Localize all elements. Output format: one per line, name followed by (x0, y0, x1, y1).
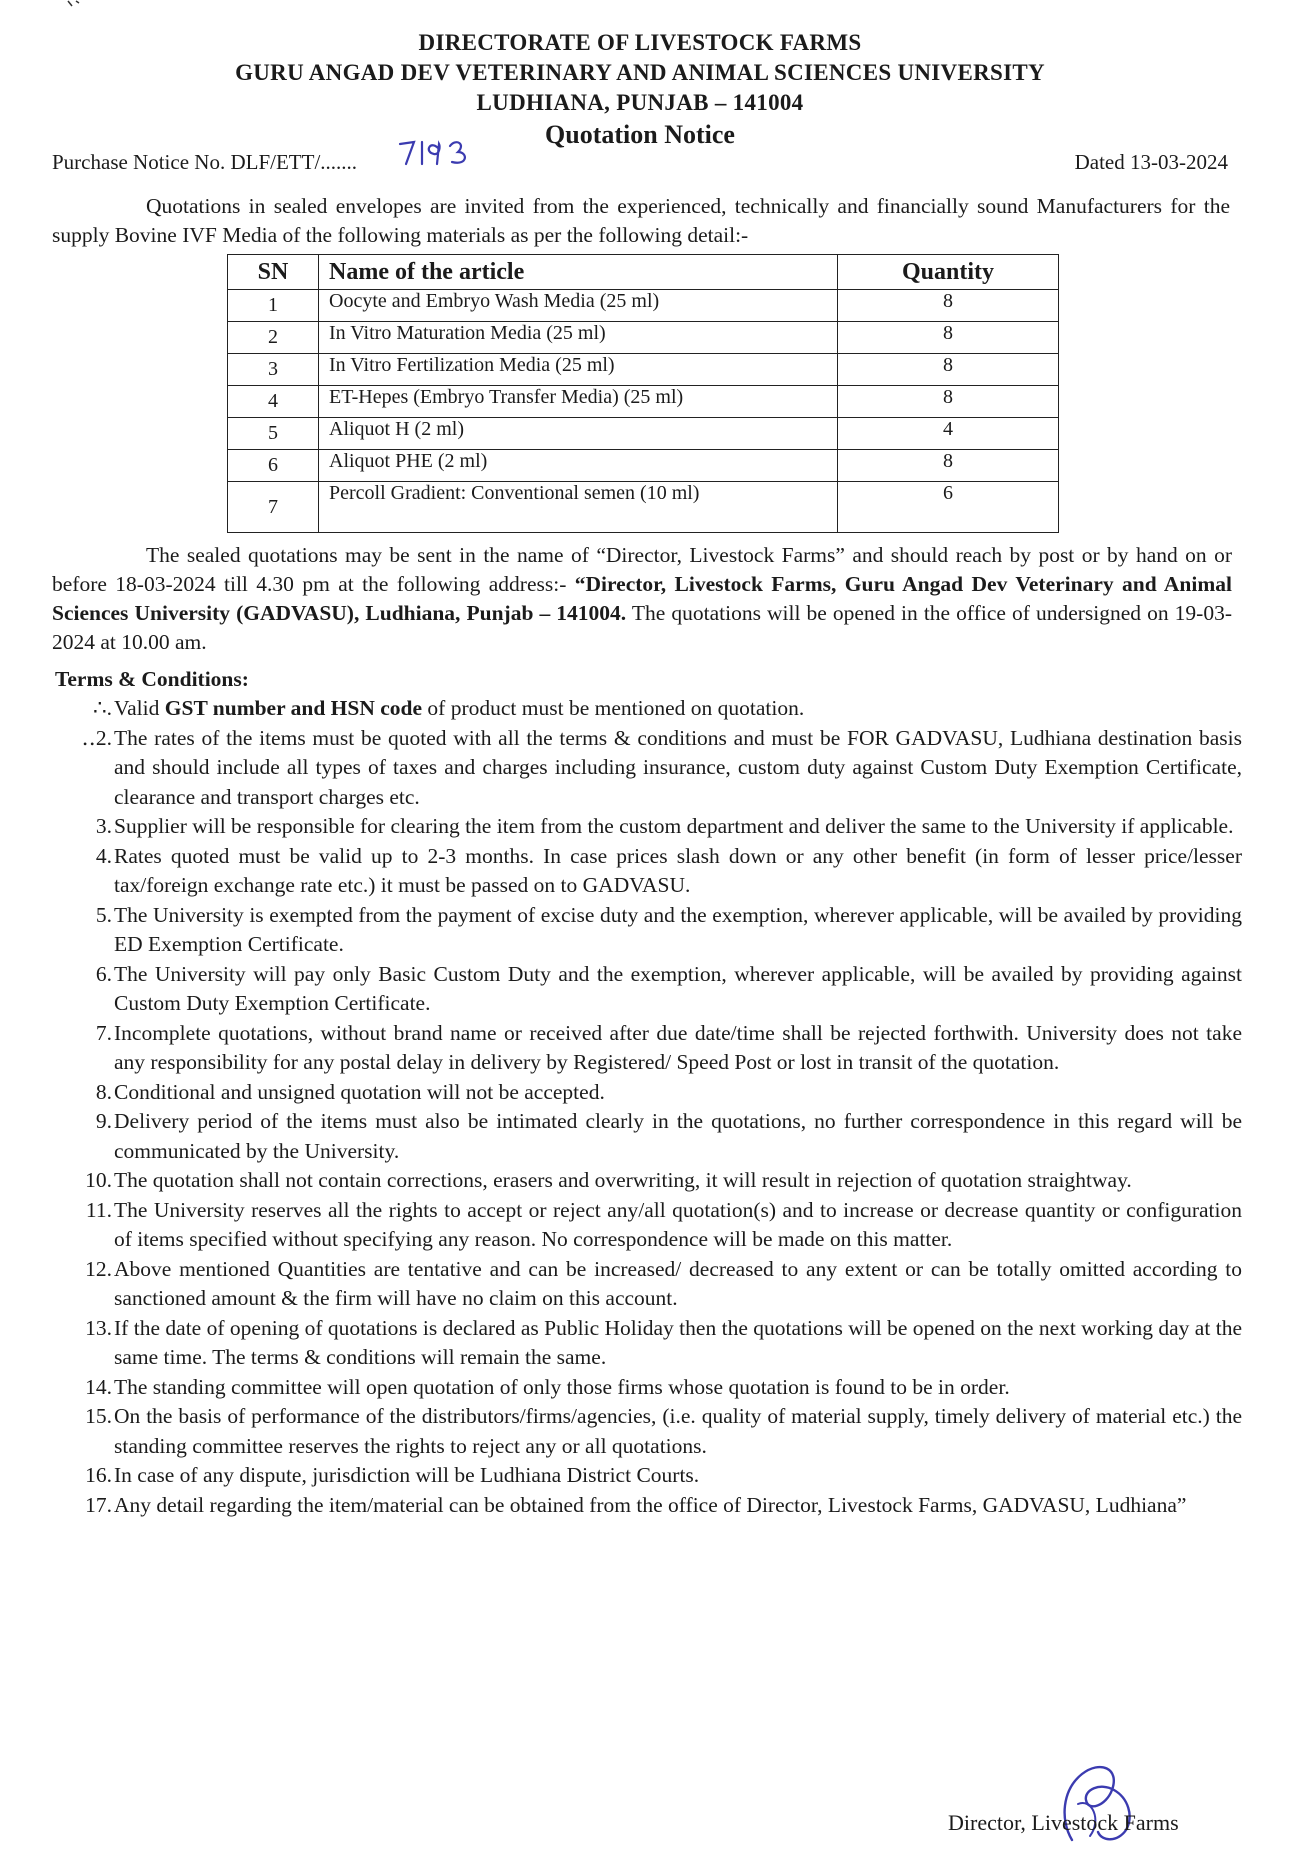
term-text-pre: Valid (114, 696, 165, 720)
term-text: Supplier will be responsible for clearing the item from the custom department and deliver the same to the University if applicable. (114, 814, 1234, 838)
column-header-article: Name of the article (319, 255, 838, 290)
term-text-post: of product must be mentioned on quotation. (422, 696, 805, 720)
cell-article: Oocyte and Embryo Wash Media (25 ml) (319, 290, 838, 322)
table-row (228, 354, 1059, 386)
cell-quantity: 8 (838, 354, 1059, 386)
term-text: Incomplete quotations, without brand name or received after due date/time shall be rejected forthwith. University does not take any responsibility for any postal delay in delivery by Registered/ Speed Post or lost in transit of the quotation. (114, 1020, 1242, 1074)
term-number: 4. (95, 843, 112, 868)
term-text-bold: GST number and HSN code (164, 696, 423, 720)
cell-quantity: 8 (838, 386, 1059, 418)
term-item (86, 1373, 1242, 1403)
term-number: 16. (85, 1463, 112, 1487)
directorate-name: DIRECTORATE OF LIVESTOCK FARMS (418, 30, 862, 55)
term-text: On the basis of performance of the distributors/firms/agencies, (i.e. quality of material supply, timely delivery of material etc.) the standing committee reserves the rights to reject any or all quotations. (114, 1404, 1242, 1458)
purchase-notice-label: Purchase Notice No. DLF/ETT/....... (52, 150, 358, 174)
term-number: 15. (85, 1404, 112, 1428)
cell-sn: 2 (228, 322, 319, 354)
term-item (86, 694, 1242, 724)
cell-article: Percoll Gradient: Conventional semen (10 ml) (319, 482, 838, 533)
term-item (86, 1019, 1242, 1078)
cell-article: In Vitro Maturation Media (25 ml) (319, 322, 838, 354)
term-number: 12. (85, 1256, 112, 1281)
term-item (86, 1314, 1242, 1373)
notice-date: Dated 13-03-2024 (1074, 150, 1228, 174)
term-item (86, 1402, 1242, 1461)
term-item (86, 1196, 1242, 1255)
term-text: Any detail regarding the item/material can be obtained from the office of Director, Livestock Farms, GADVASU, Ludhiana” (114, 1492, 1187, 1517)
column-header-sn: SN (228, 255, 319, 290)
cell-article: Aliquot PHE (2 ml) (319, 450, 838, 482)
term-number: 5. (95, 902, 112, 927)
cell-sn: 1 (228, 290, 319, 322)
terms-heading: Terms & Conditions: (55, 667, 249, 691)
cell-article: ET-Hepes (Embryo Transfer Media) (25 ml) (319, 386, 838, 418)
cell-article: Aliquot H (2 ml) (319, 418, 838, 450)
term-item (86, 1107, 1242, 1166)
term-item (86, 901, 1242, 960)
table-row (228, 290, 1059, 322)
cell-sn: 7 (228, 482, 319, 533)
table-row (228, 482, 1059, 533)
term-number: 13. (85, 1315, 112, 1340)
handwritten-signature (1042, 1760, 1162, 1852)
table-row (228, 418, 1059, 450)
cell-quantity: 8 (838, 290, 1059, 322)
term-text: The standing committee will open quotation of only those firms whose quotation is found to be in order. (114, 1374, 1010, 1399)
cell-article: In Vitro Fertilization Media (25 ml) (319, 354, 838, 386)
cell-quantity: 8 (838, 322, 1059, 354)
table-row (228, 386, 1059, 418)
term-number: 7. (95, 1020, 112, 1045)
term-number: 3. (95, 814, 112, 838)
submission-address: “Director, Livestock Farms, Guru Angad Dev Veterinary and Animal Sciences University (GADVASU), Ludhiana, Punjab – 141004. (52, 572, 1232, 625)
term-text: If the date of opening of quotations is declared as Public Holiday then the quotations will be opened on the next working day at the same time. The terms & conditions will remain the same. (114, 1315, 1242, 1369)
term-item (86, 812, 1242, 842)
term-number: 6. (95, 961, 112, 986)
term-number: 8. (95, 1079, 112, 1104)
term-text: Conditional and unsigned quotation will not be accepted. (114, 1079, 605, 1104)
handwritten-notice-number (394, 134, 478, 170)
term-item (86, 1491, 1242, 1521)
term-number: 9. (95, 1109, 112, 1133)
university-name: GURU ANGAD DEV VETERINARY AND ANIMAL SCIENCES UNIVERSITY (235, 60, 1045, 85)
terms-list (81, 694, 1242, 1520)
cell-quantity: 8 (838, 450, 1059, 482)
term-number: 10. (85, 1168, 112, 1192)
term-text: Rates quoted must be valid up to 2-3 months. In case prices slash down or any other benefit (in form of lesser price/lesser tax/foreign exchange rate etc.) it must be passed on to GADVASU. (114, 843, 1242, 897)
intro-paragraph: Quotations in sealed envelopes are invited from the experienced, technically and financially sound Manufacturers for the supply Bovine IVF Media of the following materials as per the following detail:- (52, 194, 1230, 247)
signatory-designation: Director, Livestock Farms (948, 1810, 1179, 1835)
term-item (86, 842, 1242, 901)
cell-quantity: 6 (838, 482, 1059, 533)
university-address: LUDHIANA, PUNJAB – 141004 (476, 90, 804, 115)
term-text: The University will pay only Basic Custom Duty and the exemption, wherever applicable, will be availed by providing against Custom Duty Exemption Certificate. (114, 961, 1242, 1015)
table-header-row (228, 255, 1059, 290)
submission-paragraph (52, 541, 1232, 657)
cell-sn: 3 (228, 354, 319, 386)
column-header-quantity: Quantity (838, 255, 1059, 290)
term-text: The University is exempted from the payment of excise duty and the exemption, wherever applicable, will be availed by providing ED Exemption Certificate. (114, 902, 1242, 956)
scan-corner-mark (66, 0, 82, 8)
items-table (227, 254, 1059, 533)
term-text: The rates of the items must be quoted with all the terms & conditions and must be FOR GADVASU, Ludhiana destination basis and should include all types of taxes and charges including insurance, custom duty against Custom Duty Exemption Certificate, clearance and transport charges etc. (114, 725, 1242, 809)
opening-text: The quotations will be opened in the office of undersigned on 19-03-2024 at 10.00 am. (52, 601, 1232, 654)
term-item (86, 1166, 1242, 1196)
cell-sn: 4 (228, 386, 319, 418)
term-text: Above mentioned Quantities are tentative and can be increased/ decreased to any extent or can be totally omitted according to sanctioned amount & the firm will have no claim on this account. (114, 1256, 1242, 1310)
term-text: In case of any dispute, jurisdiction will be Ludhiana District Courts. (114, 1463, 700, 1487)
term-number: 14. (85, 1374, 112, 1399)
term-number: 11. (85, 1197, 112, 1222)
term-item (86, 1255, 1242, 1314)
cell-sn: 6 (228, 450, 319, 482)
table-row (228, 450, 1059, 482)
term-number: ․․2. (81, 725, 112, 750)
table-row (228, 322, 1059, 354)
purchase-notice-number (52, 150, 357, 175)
letterhead (0, 28, 1280, 152)
page-title: Quotation Notice (545, 120, 735, 149)
term-text: Delivery period of the items must also be intimated clearly in the quotations, no further correspondence in this regard will be communicated by the University. (114, 1109, 1242, 1163)
term-number: 17. (85, 1492, 112, 1517)
term-text: The University reserves all the rights to accept or reject any/all quotation(s) and to increase or decrease quantity or configuration of items specified without specifying any reason. No correspondence will be made on this matter. (114, 1197, 1242, 1251)
term-item (81, 724, 1242, 813)
term-number: ∴. (92, 696, 112, 720)
term-item (86, 1461, 1242, 1491)
term-item (86, 960, 1242, 1019)
submission-text: The sealed quotations may be sent in the name of “Director, Livestock Farms” and should reach by post or by hand on or before 18-03-2024 till 4.30 pm at the following address:- (52, 543, 1232, 596)
term-text: The quotation shall not contain corrections, erasers and overwriting, it will result in rejection of quotation straightway. (114, 1168, 1132, 1192)
cell-quantity: 4 (838, 418, 1059, 450)
term-item (86, 1078, 1242, 1108)
cell-sn: 5 (228, 418, 319, 450)
